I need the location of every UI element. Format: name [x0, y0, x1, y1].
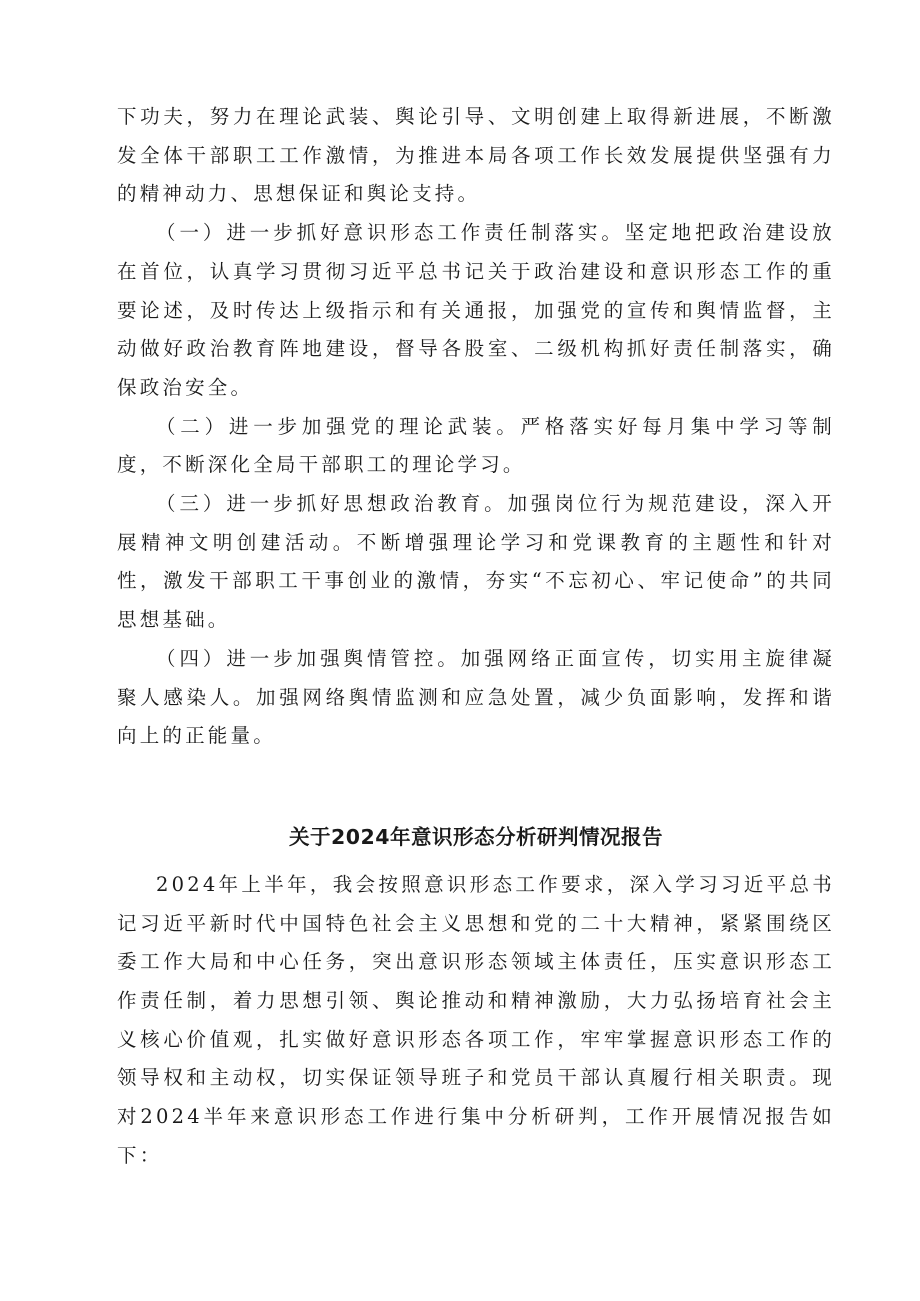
section-paragraph-4: （四）进一步加强舆情管控。加强网络正面宣传，切实用主旋律凝聚人感染人。加强网络舆情监测和应急处置，减少负面影响，发挥和谐向上的正能量。	[117, 646, 835, 748]
continuation-paragraph: 下功夫，努力在理论武装、舆论引导、文明创建上取得新进展，不断激发全体干部职工工作激情，为推进本局各项工作长效发展提供坚强有力的精神动力、思想保证和舆论支持。	[117, 105, 835, 206]
section-paragraph-1: （一）进一步抓好意识形态工作责任制落实。坚定地把政治建设放在首位，认真学习贯彻习近平总书记关于政治建设和意识形态工作的重要论述，及时传达上级指示和有关通报，加强党的宣传和舆情监督，主动做好政治教育阵地建设，督导各股室、二级机构抓好责任制落实，确保政治安全。	[117, 221, 835, 399]
report-intro-paragraph: 2024年上半年，我会按照意识形态工作要求，深入学习习近平总书记习近平新时代中国特色社会主义思想和党的二十大精神，紧紧围绕区委工作大局和中心任务，突出意识形态领域主体责任，压实意识形态工作责任制，着力思想引领、舆论推动和精神激励，大力弘扬培育社会主义核心价值观，扎实做好意识形态各项工作，牢牢掌握意识形态工作的领导权和主动权，切实保证领导班子和党员干部认真履行相关职责。现对2024半年来意识形态工作进行集中分析研判，工作开展情况报告如下：	[117, 872, 835, 1167]
section-paragraph-2: （二）进一步加强党的理论武装。严格落实好每月集中学习等制度，不断深化全局干部职工的理论学习。	[117, 414, 835, 477]
document-body	[117, 98, 835, 1176]
report-title: 关于2024年意识形态分析研判情况报告	[288, 824, 664, 849]
section-paragraph-3: （三）进一步抓好思想政治教育。加强岗位行为规范建设，深入开展精神文明创建活动。不断增强理论学习和党课教育的主题性和针对性，激发干部职工干事创业的激情，夯实“不忘初心、牢记使命”的共同思想基础。	[117, 492, 835, 632]
